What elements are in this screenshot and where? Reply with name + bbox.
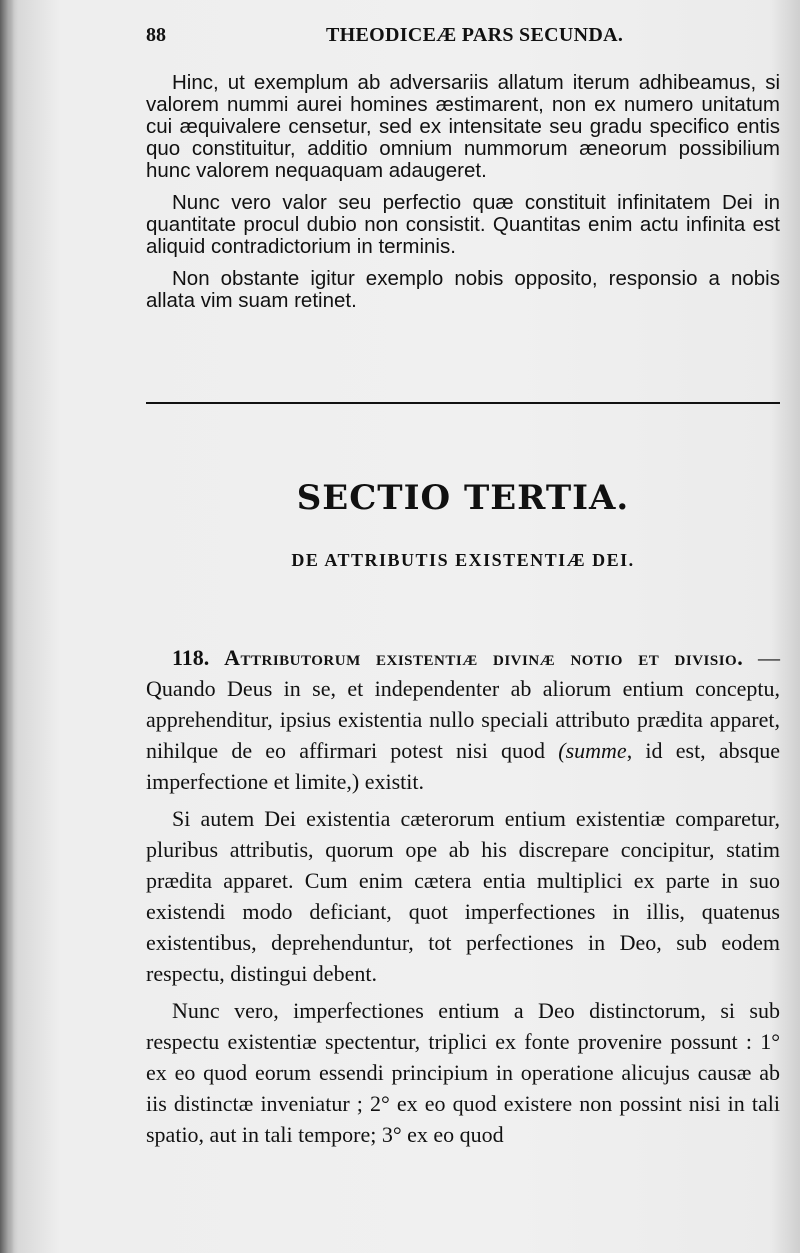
section-divider: [146, 402, 780, 404]
article-dash: —: [743, 645, 781, 670]
article-paragraph: Si autem Dei existentia cæterorum entium existentiæ comparetur, pluribus attributis, quorum ope ab his discrepare concipitur, statim prædita apparet. Cum enim cætera entia multiplici ex parte in suo existendi modo deficiant, quot imperfectiones in illis, quatenus existentibus, deprehenduntur, tot perfectiones in Deo, sub eodem respectu, distingui debent.: [146, 806, 780, 986]
paragraph: Nunc vero valor seu perfectio quæ constituit infinitatem Dei in quantitate procul dubio non consistit. Quantitas enim actu infinita est aliquid contradictorium in terminis.: [146, 191, 780, 258]
article-number: 118.: [172, 645, 210, 670]
page-header: [146, 24, 626, 54]
article-paragraph: [146, 642, 780, 797]
paragraph: Hinc, ut exemplum ab adversariis allatum iterum adhibeamus, si valorem nummi aurei homines æstimarent, non ex numero unitatum cui æquivalere censetur, sed ex intensitate seu gradu specifico entis quo constituitur, additio omnium nummorum æneorum possibilium hunc valorem nequaquam adaugeret.: [146, 71, 780, 182]
binding-shadow: [0, 0, 14, 1253]
section-subtitle: DE ATTRIBUTIS EXISTENTIÆ DEI.: [291, 550, 635, 570]
running-head: THEODICEÆ PARS SECUNDA.: [326, 24, 624, 46]
article-text: Quando Deus in se, et independenter ab aliorum entium conceptu, apprehenditur, ipsius existentia nullo speciali attributo prædita apparet, nihilque de eo affirmari potest nisi quod: [146, 676, 780, 763]
paragraph: Non obstante igitur exemplo nobis opposito, responsio a nobis allata vim suam retinet.: [146, 267, 780, 312]
emphasis-text: (summe: [558, 738, 627, 763]
article-paragraph: Nunc vero, imperfectiones entium a Deo distinctorum, si sub respectu existentiæ spectentur, triplici ex fonte provenire possunt : 1° ex eo quod eorum essendi principium in operatione alicujus causæ ab iis distinctæ inveniatur ; 2° ex eo quod existere non possint nisi in tali spatio, aut in tali tempore; 3° ex eo quod: [146, 998, 780, 1147]
page-number: 88: [146, 24, 166, 46]
top-paragraphs: [146, 72, 780, 322]
article-heading: Attributorum existentiæ divinæ notio et divisio.: [224, 645, 744, 670]
article-text: , id est, absque imperfectione et limite,) existit.: [146, 738, 780, 794]
section-title: SECTIO TERTIA.: [296, 478, 630, 518]
article-118: [146, 642, 780, 1156]
